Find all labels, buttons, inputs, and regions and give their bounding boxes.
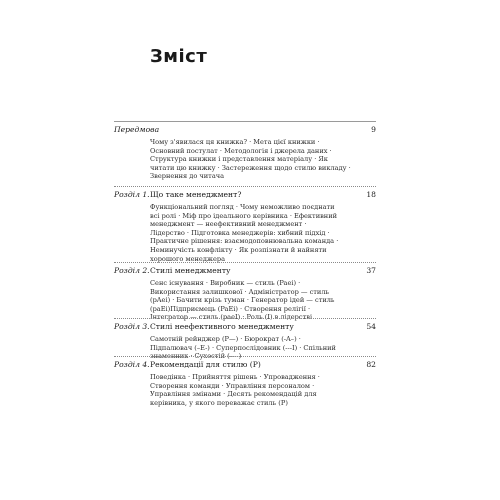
divider	[114, 262, 376, 263]
description-line: Неминучість конфлікту · Як розпізнати й найняти	[150, 245, 327, 254]
description-line: менеджмент — неефективний менеджмент ·	[150, 220, 307, 229]
entry-heading: Стилі менеджменту	[150, 266, 231, 275]
description-line: Самотній рейнджер (P—) · Бюрократ (-A–) ·	[150, 335, 301, 343]
entry-label: Розділ 3.	[114, 322, 150, 331]
description-line: Управління змінами · Десять рекомендацій для	[150, 390, 317, 399]
description-line: знаменник · Сухостій (----)	[150, 352, 242, 361]
description-line: Підпалювач (–E-) · Суперпослідовник (---I) · Спільний	[150, 343, 336, 352]
toc-entry-chapter-4	[114, 356, 376, 407]
entry-page-number: 82	[366, 360, 376, 369]
description-line: Створення команди · Управління персоналом ·	[150, 381, 315, 390]
entry-page-number: 18	[366, 190, 376, 199]
entry-page-number: 37	[366, 266, 376, 275]
description-line: Використання залишкової · Адміністратор — стиль	[150, 287, 330, 296]
description-line: Сенс існування · Виробник — стиль (Paei) ·	[150, 279, 301, 287]
description-line: (pAei) · Бачити крізь туман · Генератор ідей — стиль	[150, 296, 335, 305]
entry-label: Розділ 2.	[114, 266, 150, 275]
description-line: всі ролі · Міф про ідеального керівника · Ефективний	[150, 211, 337, 220]
description-line: керівника, у якого переважає стиль (P)	[150, 398, 288, 407]
description-line: Звернення до читача	[150, 172, 225, 181]
entry-heading: Рекомендації для стилю (P)	[150, 360, 261, 369]
page-title: Зміст	[150, 46, 208, 67]
description-line: Практичне рішення: взаємодоповнювальна команда ·	[150, 237, 339, 246]
description-line: Поведінка · Прийняття рішень · Упровадження ·	[150, 373, 320, 381]
divider	[114, 121, 376, 122]
description-line: (paEi)Підприємець (PaEi) · Створення релігії ·	[150, 304, 311, 313]
divider	[114, 318, 376, 319]
divider	[114, 186, 376, 187]
description-line: Чому з'явилася ця книжка? · Мета цієї книжки ·	[150, 138, 320, 146]
toc-entry-chapter-1	[114, 186, 376, 263]
entry-description	[150, 138, 376, 181]
entry-heading: Стилі неефективного менеджменту	[150, 322, 294, 331]
entry-label: Розділ 1.	[114, 190, 150, 199]
entry-label: Передмова	[114, 125, 160, 134]
description-line: хорошого менеджера	[150, 254, 226, 263]
divider	[114, 356, 376, 357]
description-line: читати цю книжку · Застереження щодо стилю викладу ·	[150, 163, 351, 172]
description-line: Функціональний погляд · Чому неможливо поєднати	[150, 203, 335, 211]
entry-label: Розділ 4.	[114, 360, 150, 369]
entry-description	[150, 279, 376, 322]
entry-description	[150, 373, 376, 407]
entry-page-number: 54	[366, 322, 376, 331]
description-line: Інтегратор — стиль (paeI) · Роль (I) в лідерстві	[150, 313, 313, 322]
entry-heading: Що таке менеджмент?	[150, 190, 242, 199]
entry-page-number: 9	[371, 125, 376, 134]
toc-entry-preface	[114, 121, 376, 181]
toc-entry-chapter-2	[114, 262, 376, 322]
description-line: Структура книжки і представлення матеріалу · Як	[150, 155, 328, 164]
entry-description	[150, 203, 376, 263]
description-line: Лідерство · Підготовка менеджерів: хибний підхід ·	[150, 228, 330, 237]
toc-entry-chapter-3	[114, 318, 376, 361]
description-line: Основний постулат · Методологія і джерела даних ·	[150, 146, 332, 155]
